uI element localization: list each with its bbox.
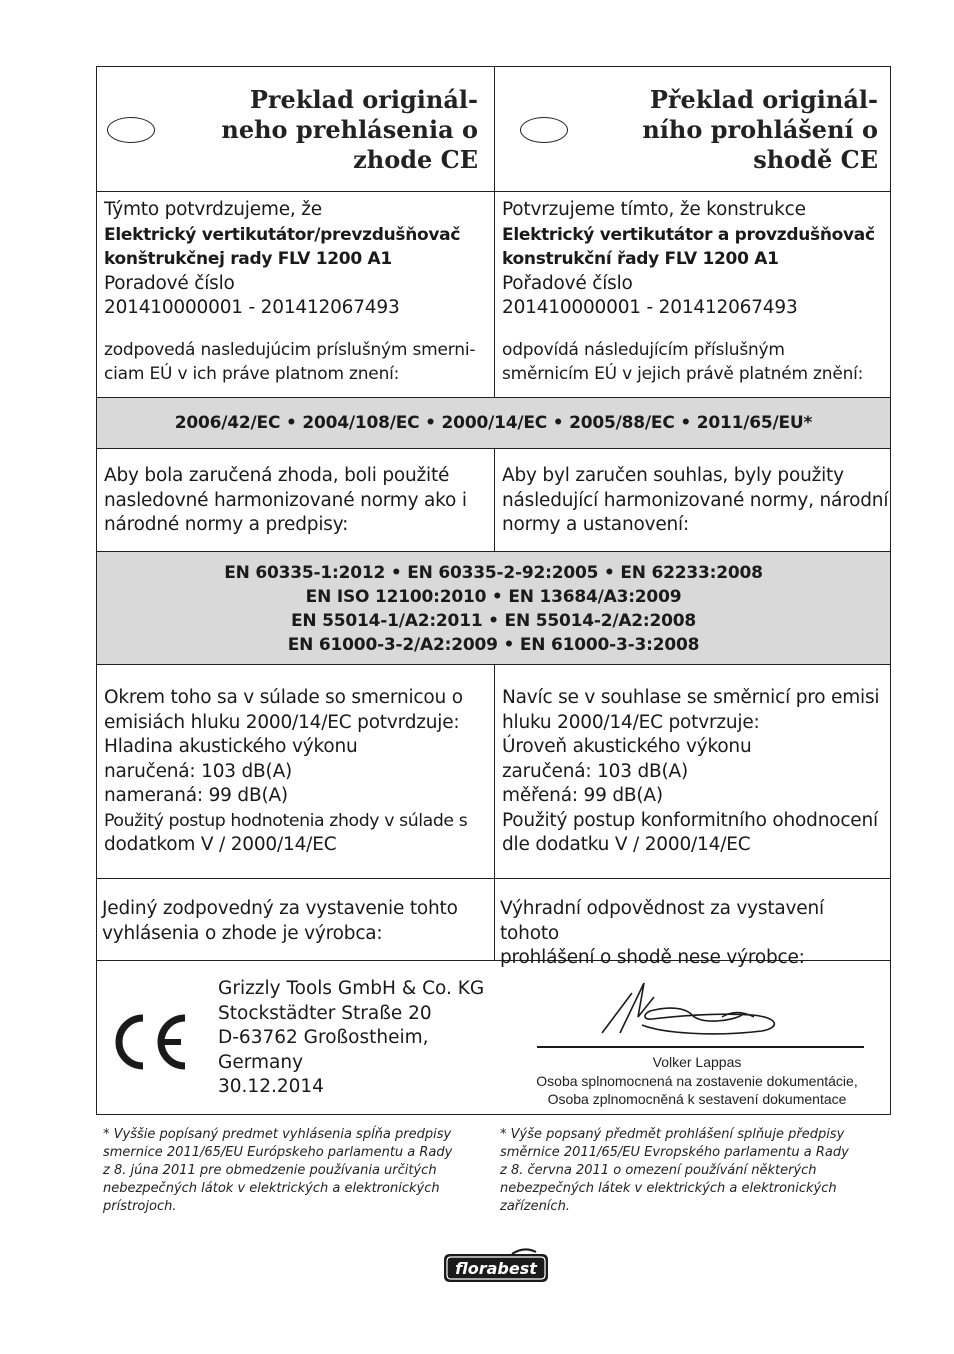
ce-mark-icon (109, 1013, 193, 1071)
florabest-logo (440, 1248, 552, 1286)
footnote-cz: * Výše popsaný předmět prohlášení splňuje předpisy směrnice 2011/65/EU Evropského parlamentu a Rady z 8. června 2011 o omezení používání některých nebezpečných látek v elektrických a elektronických zařízeních. (500, 1127, 849, 1214)
responsibility-cz: Výhradní odpovědnost za vystavení tohoto prohlášení o shodě nese výrobce: (500, 898, 824, 968)
flag-placeholder-left (107, 117, 155, 143)
declaration-table (96, 66, 891, 1115)
responsibility-sk: Jediný zodpovedný za vystavenie tohto vyhlásenia o zhode je výrobca: (102, 898, 458, 944)
signatory-role-cz: Osoba zplnomocněná k sestavení dokumentace (547, 1091, 847, 1107)
brand-text: florabest (455, 1259, 537, 1278)
signatory-name: Volker Lappas (652, 1054, 742, 1070)
footnote-sk: * Vyššie popísaný predmet vyhlásenia spĺňa predpisy smernice 2011/65/EU Európskeho parlamentu a Rady z 8. júna 2011 pre obmedzenie používania určitých nebezpečných látok v elektrických a elektronických prístrojoch. (103, 1127, 453, 1214)
standards-list: EN 60335-1:2012 • EN 60335-2-92:2005 • EN 62233:2008 EN ISO 12100:2010 • EN 13684/A3:2009 EN 55014-1/A2:2011 • EN 55014-2/A2:2008 EN 61000-3-2/A2:2009 • EN 61000-3-3:2008 (224, 563, 763, 655)
signature-line (537, 1046, 864, 1048)
directives-list: 2006/42/EC • 2004/108/EC • 2000/14/EC • 2005/88/EC • 2011/65/EU* (174, 413, 813, 433)
signatory-role-sk: Osoba splnomocnená na zostavenie dokumentácie, (536, 1073, 858, 1089)
noise-text-sk: Okrem toho sa v súlade so smernicou o emisiách hluku 2000/14/EC potvrdzuje: Hladina akustického výkonu naručená: 103 dB(A) nameraná: 99 dB(A) Použitý postup hodnotenia zhody v súlade s dodatkom V / 2000/14/EC (104, 687, 468, 855)
signature (592, 975, 792, 1045)
product-block-sk: Týmto potvrdzujeme, že Elektrický vertikutátor/prevzdušňovač konštrukčnej rady FLV 1200 A1 Poradové číslo 201410000001 - 201412067493 zodpovedá nasledujúcim príslušným smerni- ciam EÚ v ich práve platnom znení: (104, 199, 476, 384)
harmonized-text-sk: Aby bola zaručená zhoda, boli použité nasledovné harmonizované normy ako i národné normy a predpisy: (104, 465, 467, 535)
product-block-cz: Potvrzujeme tímto, že konstrukce Elektrický vertikutátor a provzdušňovač konstrukční řady FLV 1200 A1 Pořadové číslo 201410000001 - 201412067493 odpovídá následujícím příslušným směrnicím EÚ v jejich právě platném znění: (502, 199, 875, 384)
manufacturer-address: Grizzly Tools GmbH & Co. KG Stockstädter Straße 20 D-63762 Großostheim, Germany 30.12.2014 (218, 978, 485, 1097)
flag-placeholder-right (520, 117, 568, 143)
noise-text-cz: Navíc se v souhlase se směrnicí pro emisi hluku 2000/14/EC potvrzuje: Úroveň akustického výkonu zaručená: 103 dB(A) měřená: 99 dB(A) Použitý postup konformitního ohodnocení dle dodatku V / 2000/14/EC (502, 687, 880, 855)
title-sk: Preklad originál- neho prehlásenia o zhode CE (221, 85, 478, 174)
harmonized-text-cz: Aby byl zaručen souhlas, byly použity následující harmonizované normy, národní normy a ustanovení: (502, 465, 889, 535)
title-cz: Překlad originál- ního prohlášení o shodě CE (642, 85, 878, 174)
